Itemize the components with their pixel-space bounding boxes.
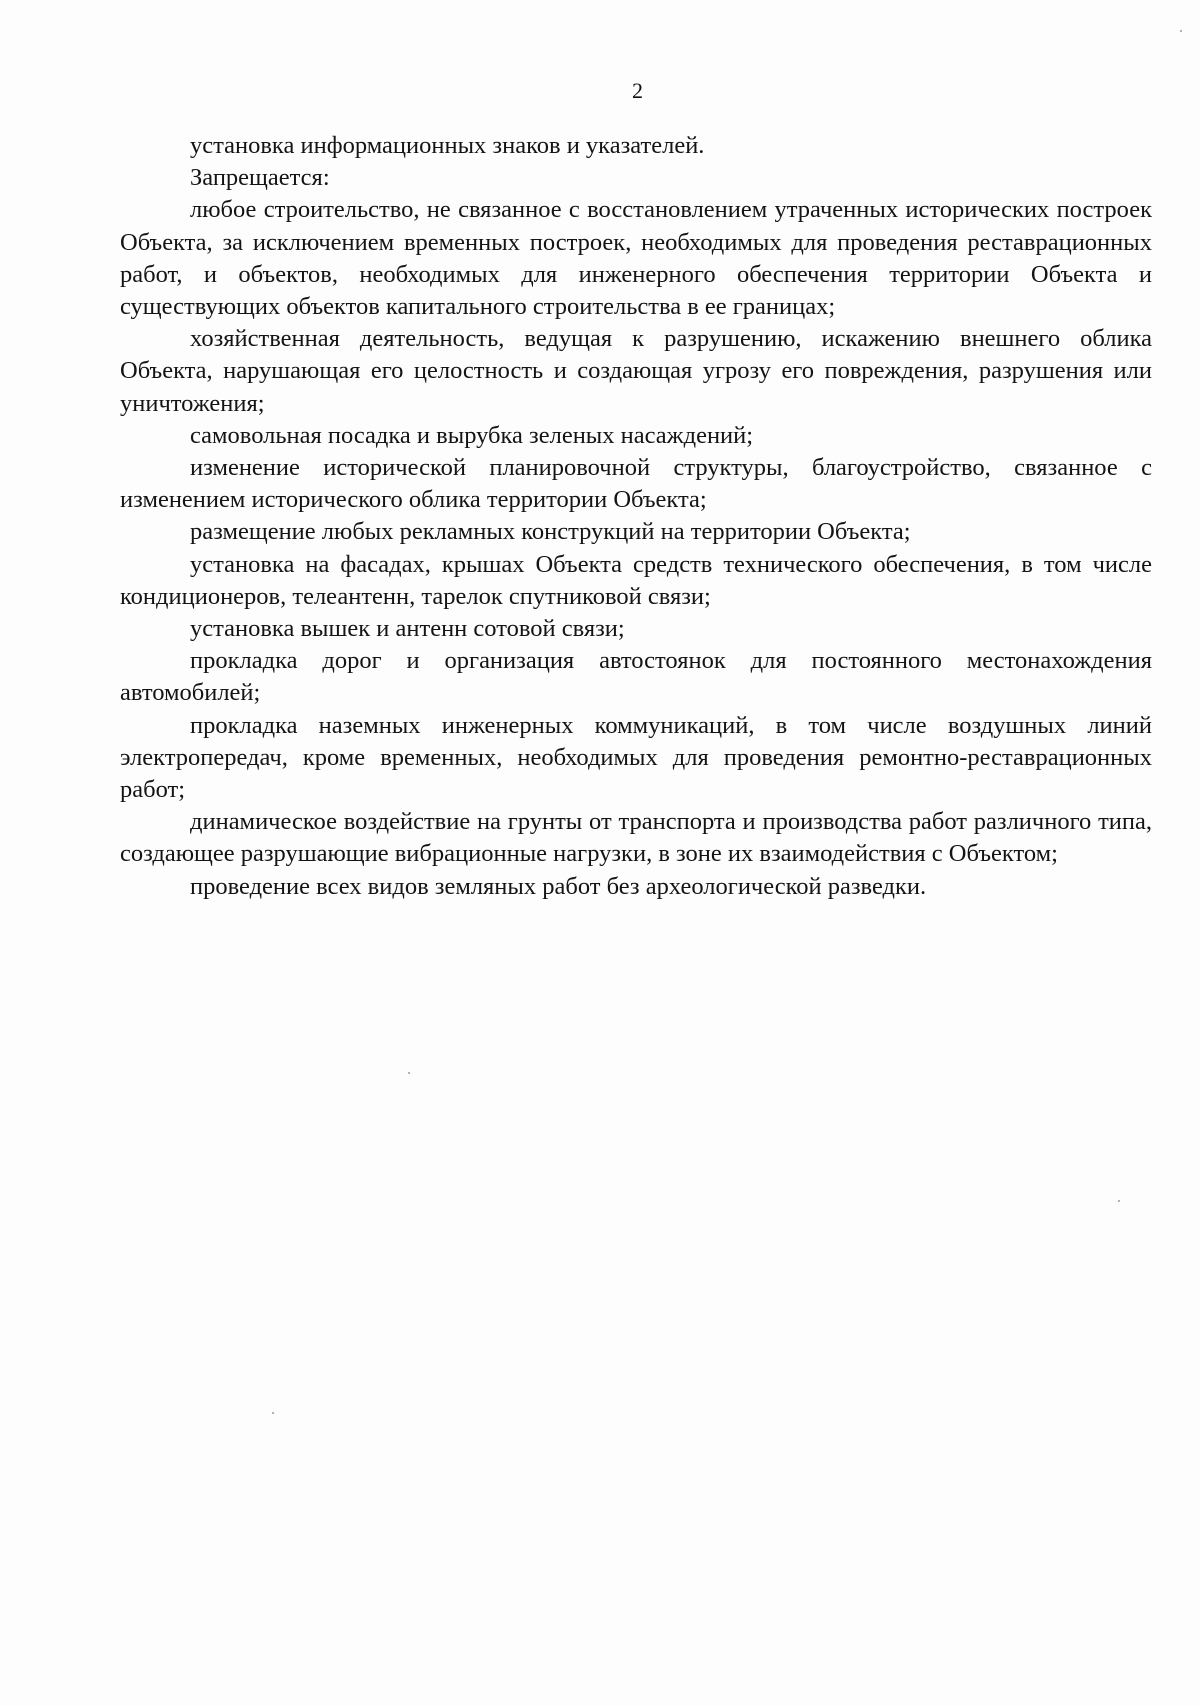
scan-speck [1118, 1200, 1120, 1202]
scan-speck [408, 1072, 410, 1074]
paragraph-dynamic-impact: динамическое воздействие на грунты от транспорта и производства работ различного типа, создающее разрушающие вибрационные нагрузки, в зоне их взаимодействия с Объектом; [120, 808, 1152, 868]
paragraph-prohibited-heading: Запрещается: [190, 164, 330, 192]
document-body [120, 130, 1152, 903]
paragraph-earthworks: проведение всех видов земляных работ без археологической разведки. [190, 872, 927, 900]
paragraph-roads-parking: прокладка дорог и организация автостоянок для постоянного местонахождения автомобилей; [120, 647, 1152, 707]
paragraph-planning-structure: изменение исторической планировочной структуры, благоустройство, связанное с изменением исторического облика территории Объекта; [120, 454, 1152, 514]
page-number: 2 [632, 78, 643, 103]
scan-speck [272, 1412, 274, 1414]
paragraph-advertising: размещение любых рекламных конструкций на территории Объекта; [190, 518, 911, 546]
paragraph-planting-felling: самовольная посадка и вырубка зеленых насаждений; [190, 421, 754, 449]
paragraph-construction: любое строительство, не связанное с восстановлением утраченных исторических построек Объекта, за исключением временных построек, необходимых для проведения реставрационных работ, и объектов, необходимых для инженерного обеспечения территории Объекта и существующих объектов капитального строительства в ее границах; [120, 196, 1152, 321]
paragraph-signs-installation: установка информационных знаков и указателей. [190, 132, 705, 159]
scan-speck [1180, 30, 1182, 32]
paragraph-economic-activity: хозяйственная деятельность, ведущая к разрушению, искажению внешнего облика Объекта, нарушающая его целостность и создающая угрозу его повреждения, разрушения или уничтожения; [120, 325, 1152, 417]
paragraph-ground-utilities: прокладка наземных инженерных коммуникаций, в том числе воздушных линий электропередач, кроме временных, необходимых для проведения ремонтно-реставрационных работ; [120, 711, 1152, 804]
paragraph-facade-equipment: установка на фасадах, крышах Объекта средств технического обеспечения, в том числе кондиционеров, телеантенн, тарелок спутниковой связи; [120, 550, 1152, 610]
paragraph-cell-towers: установка вышек и антенн сотовой связи; [190, 615, 625, 643]
